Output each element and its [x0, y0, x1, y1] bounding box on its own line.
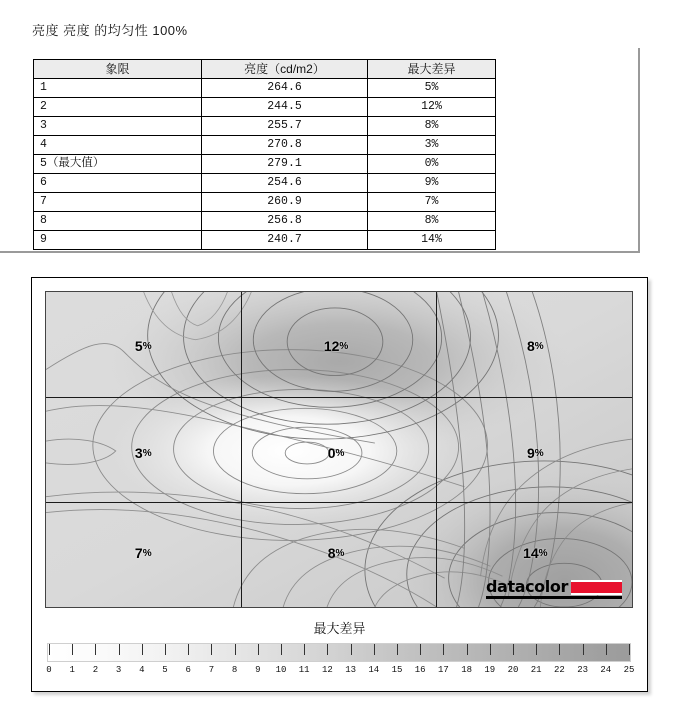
cell-quadrant: 3: [34, 117, 202, 136]
colorbar-title: 最大差异: [313, 621, 366, 636]
cell-luminance: 255.7: [202, 117, 368, 136]
zone-label-3: 8%: [526, 337, 544, 354]
zone-label-7: 7%: [134, 545, 152, 562]
colorbar-tick: [304, 644, 305, 655]
table-row: [34, 212, 496, 231]
colorbar-tick: [49, 644, 50, 655]
colorbar-tick: [420, 644, 421, 655]
colorbar-tick-label: 11: [298, 665, 310, 675]
cell-luminance: 254.6: [202, 174, 368, 193]
colorbar-tick-label: 15: [391, 665, 403, 675]
colorbar-tick-label: 8: [231, 665, 238, 675]
uniformity-table: [33, 59, 496, 250]
contour-plot: [45, 291, 633, 608]
cell-deviation: 0%: [368, 155, 496, 174]
cell-quadrant: 9: [34, 231, 202, 250]
colorbar-tick: [536, 644, 537, 655]
colorbar-tick-label: 12: [321, 665, 333, 675]
cell-quadrant: 6: [34, 174, 202, 193]
colorbar-tick: [142, 644, 143, 655]
colorbar-tick: [95, 644, 96, 655]
colorbar-tick-label: 1: [69, 665, 75, 675]
cell-quadrant: 4: [34, 136, 202, 155]
table-body: [34, 79, 496, 250]
column-header-luminance: 亮度（cd/m2）: [202, 60, 368, 79]
colorbar-tick-label: 14: [368, 665, 380, 675]
colorbar-tick: [490, 644, 491, 655]
datacolor-wordmark: datacolor: [486, 577, 568, 596]
table-row: [34, 193, 496, 212]
colorbar-tick-label: 4: [139, 665, 145, 675]
colorbar-tick-label: 22: [553, 665, 565, 675]
colorbar-tick: [467, 644, 468, 655]
cell-deviation: 3%: [368, 136, 496, 155]
cell-deviation: 9%: [368, 174, 496, 193]
colorbar-tick-label: 18: [461, 665, 472, 675]
table-row: [34, 117, 496, 136]
colorbar-tick: [629, 644, 630, 655]
colorbar-tick: [211, 644, 212, 655]
colorbar-tick-label: 0: [46, 665, 52, 675]
colorbar-tick-label: 21: [530, 665, 542, 675]
datacolor-red-bar: [571, 580, 622, 595]
cell-deviation: 14%: [368, 231, 496, 250]
colorbar: [46, 643, 635, 685]
table-row: [34, 231, 496, 250]
cell-quadrant: 8: [34, 212, 202, 231]
colorbar-tick-label: 24: [600, 665, 612, 675]
datacolor-logo: [486, 579, 622, 599]
table-panel: [0, 48, 640, 253]
colorbar-tick: [235, 644, 236, 655]
colorbar-tick-label: 9: [255, 665, 261, 675]
colorbar-tick: [72, 644, 73, 655]
colorbar-tick-label: 10: [275, 665, 287, 675]
colorbar-tick: [351, 644, 352, 655]
colorbar-tick-label: 6: [185, 665, 191, 675]
cell-quadrant: 1: [34, 79, 202, 98]
cell-luminance: 264.6: [202, 79, 368, 98]
colorbar-gradient: [47, 643, 631, 662]
contour-chart-panel: [31, 277, 648, 692]
colorbar-tick-label: 23: [577, 665, 588, 675]
colorbar-tick: [443, 644, 444, 655]
table-row: [34, 155, 496, 174]
table-row: [34, 98, 496, 117]
colorbar-tick-label: 16: [414, 665, 426, 675]
cell-luminance: 270.8: [202, 136, 368, 155]
colorbar-tick: [119, 644, 120, 655]
colorbar-tick: [258, 644, 259, 655]
colorbar-tick: [281, 644, 282, 655]
cell-deviation: 8%: [368, 212, 496, 231]
colorbar-tick: [513, 644, 514, 655]
colorbar-tick: [188, 644, 189, 655]
cell-quadrant: 7: [34, 193, 202, 212]
table-header-row: [34, 60, 496, 79]
zone-label-1: 5%: [134, 337, 152, 354]
colorbar-tick: [397, 644, 398, 655]
table-row: [34, 79, 496, 98]
cell-luminance: 244.5: [202, 98, 368, 117]
cell-deviation: 8%: [368, 117, 496, 136]
zone-label-4: 3%: [134, 444, 152, 461]
cell-luminance: 260.9: [202, 193, 368, 212]
colorbar-tick: [559, 644, 560, 655]
colorbar-tick: [606, 644, 607, 655]
cell-luminance: 279.1: [202, 155, 368, 174]
zone-label-2: 12%: [323, 337, 349, 354]
cell-deviation: 5%: [368, 79, 496, 98]
colorbar-tick: [374, 644, 375, 655]
colorbar-tick-label: 3: [115, 665, 122, 675]
cell-deviation: 7%: [368, 193, 496, 212]
colorbar-tick-label: 5: [162, 665, 168, 675]
colorbar-tick-label: 7: [208, 665, 215, 675]
cell-luminance: 256.8: [202, 212, 368, 231]
table-row: [34, 136, 496, 155]
cell-quadrant: 5（最大值）: [34, 155, 202, 174]
colorbar-tick-label: 2: [92, 665, 99, 675]
cell-quadrant: 2: [34, 98, 202, 117]
zone-label-5: 0%: [327, 444, 345, 461]
zone-label-9: 14%: [523, 545, 548, 562]
zone-label-8: 8%: [327, 545, 345, 562]
cell-deviation: 12%: [368, 98, 496, 117]
colorbar-tick: [165, 644, 166, 655]
table-row: [34, 174, 496, 193]
colorbar-tick: [327, 644, 328, 655]
colorbar-tick: [583, 644, 584, 655]
colorbar-tick-label: 20: [507, 665, 519, 675]
colorbar-tick-label: 13: [345, 665, 356, 675]
page-title: 亮度 亮度 的均匀性 100%: [32, 23, 188, 38]
column-header-quadrant: 象限: [34, 60, 202, 79]
colorbar-tick-label: 19: [484, 665, 496, 675]
zone-label-6: 9%: [526, 444, 544, 461]
column-header-deviation: 最大差异: [368, 60, 496, 79]
cell-luminance: 240.7: [202, 231, 368, 250]
colorbar-tick-label: 17: [437, 665, 449, 675]
colorbar-tick-label: 25: [623, 665, 635, 675]
